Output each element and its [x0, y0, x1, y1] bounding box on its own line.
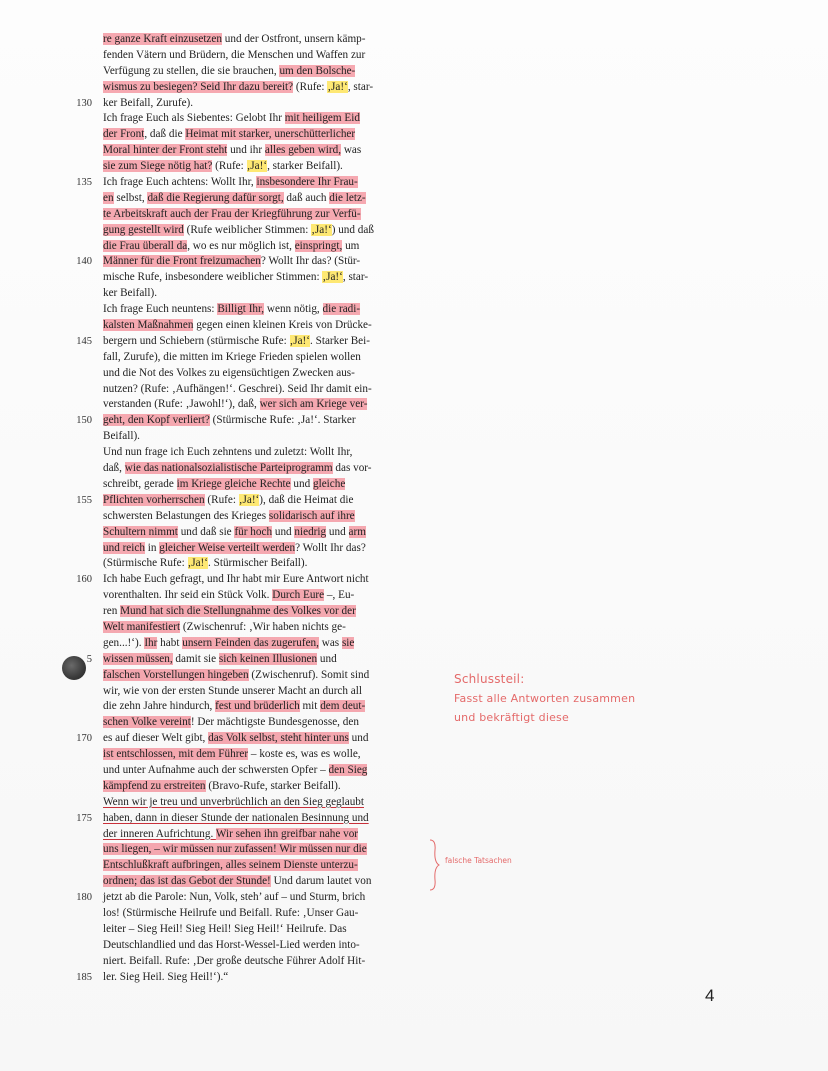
text-segment: ker Beifall). [103, 287, 158, 300]
text-segment: , daß die [144, 128, 186, 141]
text-line [76, 254, 425, 270]
highlighted-text: gleicher Weise verteilt werden [159, 541, 296, 554]
text-line [76, 572, 425, 588]
highlighted-text: und reich [103, 541, 145, 554]
yellow-highlight: ‚Ja!‘ [322, 271, 343, 284]
highlighted-text: einspringt, [294, 239, 343, 252]
line-number: 140 [76, 256, 92, 268]
highlighted-text: Schultern nimmt [103, 525, 178, 538]
text-line [103, 763, 425, 779]
text-line [103, 858, 425, 874]
highlighted-text: Billigt Ihr, [217, 303, 265, 316]
highlighted-text: schen Volke vereint [103, 716, 191, 729]
highlighted-text: den Sieg [328, 763, 368, 776]
text-segment: Ich frage Euch als Siebentes: Gelobt Ihr [103, 112, 285, 125]
text-line [103, 874, 425, 890]
highlighted-text: wer sich am Kriege ver- [259, 398, 368, 411]
text-segment: in [144, 541, 160, 554]
text-segment: Ich frage Euch neuntens: [103, 303, 218, 316]
highlighted-text: te Arbeitskraft auch der Frau der Kriegführung zur Verfü- [103, 207, 361, 220]
text-segment: ), daß die Heimat die [259, 493, 354, 506]
line-number: 160 [76, 574, 92, 586]
text-line [76, 811, 425, 827]
margin-annotation [454, 670, 684, 727]
text-line [103, 922, 425, 938]
text-segment: Und darum lautet von [270, 875, 372, 888]
text-line [103, 715, 425, 731]
highlighted-text: Moral hinter der Front steht [103, 144, 228, 157]
text-line [103, 699, 425, 715]
text-line [103, 318, 425, 334]
text-segment: und [272, 525, 295, 538]
text-segment: Ich habe Euch gefragt, und Ihr habt mir Eure Antwort nicht [103, 573, 369, 586]
highlighted-text: für hoch [234, 525, 273, 538]
line-number: 5 [86, 653, 92, 665]
text-line [103, 397, 425, 413]
text-segment: nutzen? (Rufe: ‚Aufhängen!‘. Geschrei). Seid Ihr damit ein- [103, 382, 372, 395]
side-annotation: falsche Tatsachen [445, 856, 512, 865]
text-segment: mit [299, 700, 321, 713]
curly-brace-icon [428, 838, 442, 892]
highlighted-text: Entschlußkraft aufbringen, alles seinem Dienste unterzu- [103, 859, 358, 872]
annotation-title: Schlussteil: [454, 672, 525, 686]
text-segment: (Stürmische Rufe: [103, 557, 188, 570]
text-segment: niert. Beifall. Rufe: ‚Der große deutsche Führer Adolf Hit- [103, 954, 366, 967]
text-line [103, 747, 425, 763]
highlighted-text: um den Bolsche- [279, 64, 356, 77]
text-segment: jetzt ab die Parole: Nun, Volk, steh’ auf – und Sturm, brich [103, 891, 366, 904]
text-segment: und der Ostfront, unsern kämp- [221, 33, 366, 45]
yellow-highlight: ‚Ja!‘ [246, 160, 268, 173]
text-line [103, 445, 425, 461]
text-line [76, 96, 425, 112]
text-segment: ker Beifall, Zurufe). [103, 96, 194, 109]
yellow-highlight: ‚Ja!‘ [238, 493, 260, 506]
text-segment: (Rufe: [212, 160, 247, 173]
text-segment: ! Der mächtigste Bundesgenosse, den [190, 716, 359, 729]
highlighted-text: Ihr [144, 636, 158, 649]
highlighted-text: Wir sehen ihn greifbar nahe vor [215, 827, 359, 840]
text-segment: das vor- [332, 462, 372, 475]
highlighted-text: Durch Eure [272, 589, 325, 602]
text-segment: fenden Vätern und Brüdern, die Menschen und Waffen zur [103, 48, 366, 61]
text-segment: ? Wollt Ihr das? [295, 541, 366, 554]
text-line [103, 827, 425, 843]
text-segment: , wo es nur möglich ist, [187, 239, 295, 252]
highlighted-text: en [103, 191, 114, 204]
text-line [103, 588, 425, 604]
line-number: 155 [76, 494, 92, 506]
highlighted-text: daß die Regierung dafür sorgt, [147, 191, 284, 204]
highlighted-text: wismus zu besiegen? Seid Ihr dazu bereit? [103, 80, 294, 93]
highlighted-text: kämpfend zu erstreiten [103, 779, 206, 792]
text-segment: es auf dieser Welt gibt, [103, 732, 209, 745]
underlined-text: der inneren Aufrichtung. [103, 827, 216, 840]
highlighted-text: solidarisch auf ihre [268, 509, 355, 522]
text-segment: (Stürmische Rufe: ‚Ja!‘. Starker [209, 414, 356, 427]
text-segment: ler. Sieg Heil. Sieg Heil!‘).“ [103, 970, 229, 983]
highlighted-text: fest und brüderlich [215, 700, 300, 713]
text-line [103, 620, 425, 636]
text-segment: bergern und Schiebern (stürmische Rufe: [103, 334, 290, 347]
text-line [103, 477, 425, 493]
highlighted-text: ist entschlossen, mit dem Führer [103, 748, 249, 761]
text-line [76, 175, 425, 191]
text-segment: ren [103, 605, 121, 618]
line-number: 135 [76, 177, 92, 189]
text-segment: –, Eu- [324, 589, 355, 602]
text-line [103, 461, 425, 477]
text-segment: ? Wollt Ihr das? (Stür- [260, 255, 361, 268]
highlighted-text: sich keinen Illusionen [218, 652, 318, 665]
highlighted-text: insbesondere Ihr Frau- [256, 176, 358, 189]
highlighted-text: der Front [103, 128, 145, 141]
underlined-text: haben, dann in dieser Stunde der nationalen Besinnung und [103, 811, 369, 824]
text-segment: leiter – Sieg Heil! Sieg Heil! Sieg Heil!‘ Heilrufe. Das [103, 922, 347, 935]
text-segment: ) und daß [331, 223, 374, 236]
text-line [103, 954, 425, 970]
text-line [103, 382, 425, 398]
text-line [103, 636, 425, 652]
text-segment: mische Rufe, insbesondere weiblicher Stimmen: [103, 271, 323, 284]
highlighted-text: mit heiligem Eid [284, 112, 360, 125]
highlighted-text: sie zum Siege nötig hat? [103, 160, 213, 173]
text-line [103, 938, 425, 954]
text-segment: die zehn Jahre hindurch, [103, 700, 216, 713]
text-segment: was [318, 636, 342, 649]
text-segment: fall, Zurufe), die mitten im Kriege Frieden spielen wollen [103, 350, 361, 363]
yellow-highlight: ‚Ja!‘ [327, 80, 348, 93]
text-segment: selbst, [113, 191, 148, 204]
text-segment: los! (Stürmische Heilrufe und Beifall. Rufe: ‚Unser Gau- [103, 906, 359, 919]
text-line [103, 143, 425, 159]
text-segment: was [341, 144, 362, 157]
line-number: 130 [76, 97, 92, 109]
text-line [103, 80, 425, 96]
text-segment: , star- [342, 271, 369, 284]
text-segment: , star- [347, 80, 374, 93]
highlighted-text: alles geben wird, [264, 144, 342, 157]
text-line [103, 350, 425, 366]
annotation-line-2: und bekräftigt diese [454, 711, 569, 724]
text-segment: und [290, 477, 313, 490]
text-line [103, 684, 425, 700]
highlighted-text: unsern Feinden das zugerufen, [182, 636, 319, 649]
text-segment: schwersten Belastungen des Krieges [103, 509, 269, 522]
text-line [103, 779, 425, 795]
text-line [103, 541, 425, 557]
highlighted-text: dem deut- [320, 700, 366, 713]
text-segment: Deutschlandlied und das Horst-Wessel-Lied werden into- [103, 938, 360, 951]
text-line [86, 652, 425, 668]
text-segment: und unter Aufnahme auch der schwersten Opfer – [103, 763, 329, 776]
text-line [103, 48, 425, 64]
highlighted-text: arm [348, 525, 366, 538]
text-segment: (Rufe: [293, 80, 328, 93]
text-segment: – koste es, was es wolle, [248, 748, 361, 761]
highlighted-text: geht, den Kopf verliert? [103, 414, 210, 427]
speech-text-column [76, 32, 425, 985]
text-line [103, 604, 425, 620]
text-segment: und ihr [227, 144, 265, 157]
text-line [103, 906, 425, 922]
highlighted-text: gung gestellt wird [103, 223, 184, 236]
text-line [103, 223, 425, 239]
highlighted-text: die Frau überall da [103, 239, 188, 252]
text-segment: habt [157, 636, 183, 649]
text-line [103, 270, 425, 286]
line-number: 175 [76, 812, 92, 824]
text-line [103, 191, 425, 207]
highlighted-text: Männer für die Front freizumachen [103, 255, 261, 268]
text-line [76, 334, 425, 350]
text-segment: und daß sie [177, 525, 235, 538]
page-number: 4 [705, 986, 715, 1005]
text-line [103, 127, 425, 143]
yellow-highlight: ‚Ja!‘ [311, 223, 332, 236]
line-number: 170 [76, 733, 92, 745]
line-number: 150 [76, 415, 92, 427]
text-segment: (Zwischenruf). Somit sind [248, 668, 370, 681]
text-segment: (Zwischenruf: ‚Wir haben nichts ge- [180, 620, 346, 633]
text-segment: (Rufe: [204, 493, 239, 506]
text-segment: verstanden (Rufe: ‚Jawohl!‘), daß, [103, 398, 260, 411]
highlighted-text: ordnen; das ist das Gebot der Stunde! [103, 875, 271, 888]
highlighted-text: die radi- [322, 303, 361, 316]
text-segment: , starker Beifall). [267, 160, 343, 173]
text-line [103, 668, 425, 684]
text-line [103, 795, 425, 811]
text-segment: damit sie [172, 652, 219, 665]
text-segment: gen...!‘). [103, 636, 145, 649]
text-segment: schreibt, gerade [103, 477, 177, 490]
yellow-highlight: ‚Ja!‘ [289, 334, 311, 347]
text-line [76, 413, 425, 429]
highlighted-text: gleiche [313, 477, 346, 490]
highlighted-text: Pflichten vorherrschen [103, 493, 205, 506]
text-line [76, 970, 425, 986]
text-segment: gegen einen kleinen Kreis von Drücke- [193, 319, 372, 332]
text-line [76, 890, 425, 906]
text-line [103, 111, 425, 127]
highlighted-text: niedrig [294, 525, 327, 538]
underlined-text: Wenn wir je treu und unverbrüchlich an den Sieg geglaubt [103, 795, 364, 808]
highlighted-text: falschen Vorstellungen hingeben [103, 668, 249, 681]
text-line [103, 32, 425, 48]
text-line [103, 842, 425, 858]
highlighted-text: re ganze Kraft einzusetzen [103, 33, 222, 45]
text-segment: wenn nötig, [264, 303, 323, 316]
annotation-line-1: Fasst alle Antworten zusammen [454, 692, 636, 705]
text-segment: wir, wie von der ersten Stunde unserer Macht an durch all [103, 684, 362, 697]
text-line [103, 556, 425, 572]
text-line [103, 239, 425, 255]
highlighted-text: Heimat mit starker, unerschütterlicher [185, 128, 356, 141]
highlighted-text: sie [341, 636, 355, 649]
text-line [103, 207, 425, 223]
text-line [76, 493, 425, 509]
line-number: 180 [76, 892, 92, 904]
text-segment: (Bravo-Rufe, starker Beifall). [205, 779, 341, 792]
text-line [103, 366, 425, 382]
highlighted-text: im Kriege gleiche Rechte [176, 477, 291, 490]
text-line [103, 286, 425, 302]
text-line [103, 509, 425, 525]
text-line [103, 525, 425, 541]
text-segment: Ich frage Euch achtens: Wollt Ihr, [103, 176, 257, 189]
highlighted-text: Welt manifestiert [103, 620, 181, 633]
highlighted-text: wissen müssen, [103, 652, 173, 665]
text-segment: . Starker Bei- [310, 334, 370, 347]
line-number: 145 [76, 335, 92, 347]
highlighted-text: kalsten Maßnahmen [103, 319, 194, 332]
yellow-highlight: ‚Ja!‘ [187, 557, 209, 570]
text-segment: und die Not des Volkes zu eigensüchtigen Zwecken aus- [103, 366, 355, 379]
text-segment: Beifall). [103, 430, 140, 443]
text-segment: . Stürmischer Beifall). [208, 557, 308, 570]
text-line [103, 159, 425, 175]
text-segment: daß, [103, 462, 125, 475]
text-line [76, 731, 425, 747]
text-line [103, 64, 425, 80]
text-segment: und [317, 652, 337, 665]
text-segment: Verfügung zu stellen, die sie brauchen, [103, 64, 280, 77]
text-segment: vorenthalten. Ihr seid ein Stück Volk. [103, 589, 273, 602]
highlighted-text: uns liegen, – wir müssen nur zufassen! Wir müssen nur die [103, 843, 367, 856]
text-segment: um [342, 239, 360, 252]
text-segment: (Rufe weiblicher Stimmen: [183, 223, 312, 236]
highlighted-text: das Volk selbst, steht hinter uns [208, 732, 349, 745]
text-segment: und [326, 525, 349, 538]
highlighted-text: Mund hat sich die Stellungnahme des Volkes vor der [120, 605, 356, 618]
text-segment: und [348, 732, 369, 745]
highlighted-text: wie das nationalsozialistische Parteiprogramm [124, 462, 333, 475]
text-segment: daß auch [283, 191, 330, 204]
highlighted-text: die letz- [329, 191, 366, 204]
line-number: 185 [76, 971, 92, 983]
text-line [103, 429, 425, 445]
text-line [103, 302, 425, 318]
text-segment: Und nun frage ich Euch zehntens und zuletzt: Wollt Ihr, [103, 446, 353, 459]
